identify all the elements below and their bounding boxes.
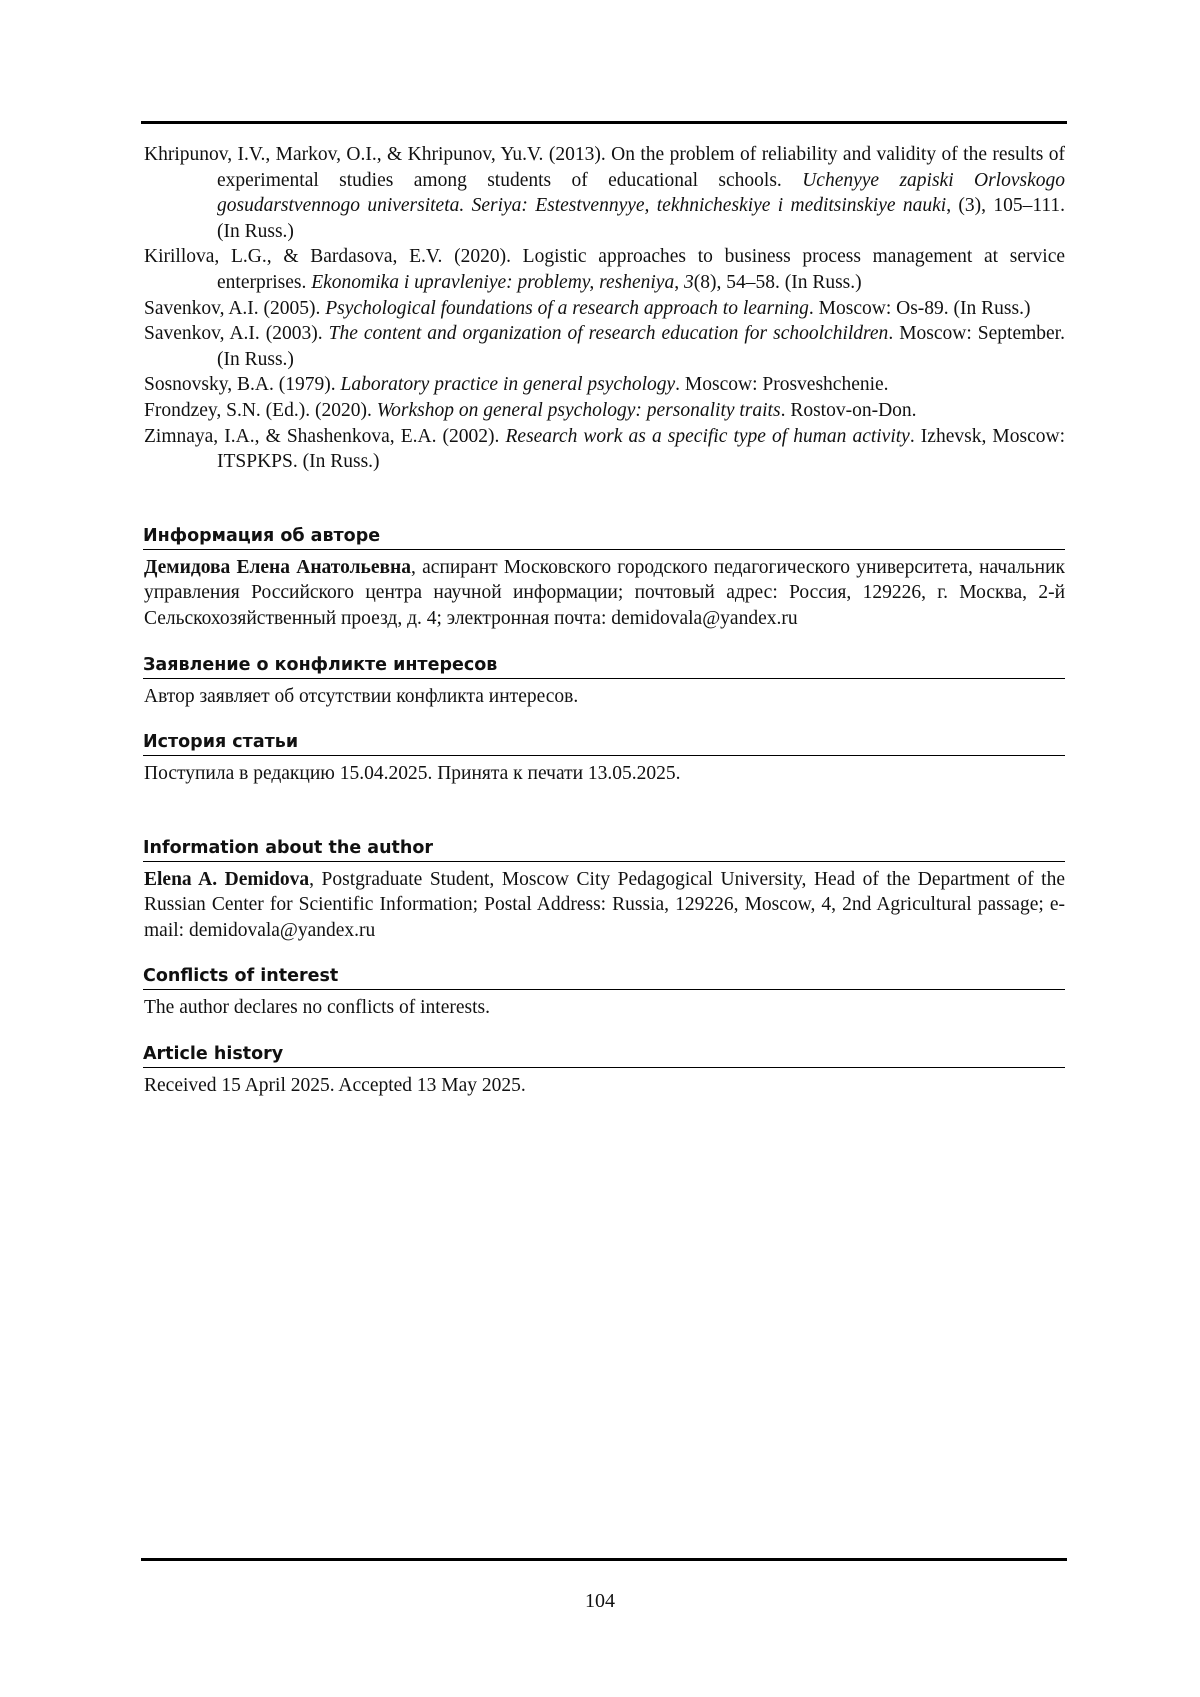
ru-history-section	[144, 731, 1065, 787]
ref-details: . Moscow: Os-89. (In Russ.)	[808, 297, 1031, 319]
ru-author-heading: Информация об авторе	[143, 525, 1065, 550]
ru-history-text: Поступила в редакцию 15.04.2025. Принята к печати 13.05.2025.	[144, 763, 681, 785]
ref-text: Zimnaya, I.A., & Shashenkova, E.A. (2002).	[144, 425, 506, 447]
en-conflict-heading: Conflicts of interest	[143, 965, 1065, 990]
ru-history-heading: История статьи	[143, 731, 1065, 756]
page-content	[144, 142, 1065, 1099]
en-author-name: Elena A. Demidova	[144, 868, 310, 890]
ru-conflict-heading: Заявление о конфликте интересов	[143, 654, 1065, 679]
ref-details: . Moscow: Prosveshchenie.	[675, 374, 889, 396]
reference-item	[144, 424, 1065, 475]
ref-text: Sosnovsky, B.A. (1979).	[144, 374, 341, 396]
en-history-heading: Article history	[143, 1043, 1065, 1068]
reference-item	[144, 321, 1065, 372]
ref-source: Workshop on general psychology: personality traits	[376, 399, 781, 421]
ru-author-section	[144, 525, 1065, 632]
en-author-heading: Information about the author	[143, 837, 1065, 862]
en-author-section	[144, 837, 1065, 944]
reference-item	[144, 142, 1065, 244]
ref-details: ,	[674, 271, 684, 293]
en-author-info	[144, 867, 1065, 944]
ref-details: . Izhevsk, Moscow: ITSPKPS. (In Russ.)	[217, 425, 1066, 473]
ref-source: The content and organization of research education for schoolchildren	[328, 323, 889, 345]
reference-item	[144, 244, 1065, 295]
ru-author-details: , аспирант Московского городского педагогического университета, начальник управления Российского центра научной информации; почтовый адрес: Россия, 129226, г. Москва, 2-й Сельскохозяйственный проезд, д. 4; электронная почта: demidovala@yandex.ru	[144, 556, 1065, 629]
top-rule	[141, 121, 1067, 124]
ref-details: , (3), 105–111. (In Russ.)	[217, 195, 1065, 242]
reference-item	[144, 372, 1065, 398]
ru-conflict-section	[144, 654, 1065, 710]
ref-details: . Moscow: September. (In Russ.)	[217, 323, 1065, 370]
bottom-rule	[141, 1558, 1067, 1561]
ru-author-info	[144, 555, 1065, 632]
ref-source: Psychological foundations of a research approach to learning	[325, 297, 809, 319]
reference-item	[144, 398, 1065, 424]
ref-text: Kirillova, L.G., & Bardasova, E.V. (2020). Logistic approaches to business process management at service enterprises.	[144, 246, 1065, 293]
page-number: 104	[585, 1590, 615, 1612]
ref-source: Research work as a specific type of human activity	[505, 425, 910, 447]
ref-text: Khripunov, I.V., Markov, O.I., & Khripunov, Yu.V. (2013). On the problem of reliability and validity of the results of experimental studies among students of educational schools.	[144, 144, 1065, 191]
ref-text: Savenkov, A.I. (2003).	[144, 323, 329, 345]
ref-source: Laboratory practice in general psychology	[340, 374, 676, 396]
en-history-section	[144, 1043, 1065, 1099]
ref-details: (8), 54–58. (In Russ.)	[693, 271, 862, 293]
ref-source: Ekonomika i upravleniye: problemy, resheniya	[311, 271, 675, 293]
ref-details: . Rostov-on-Don.	[780, 399, 917, 421]
ref-volume: 3	[683, 271, 694, 293]
reference-list	[144, 142, 1065, 475]
ref-source: Uchenyye zapiski Orlovskogo gosudarstvennogo universiteta. Seriya: Estestvennyye, tekhnicheskiye i meditsinskiye nauki	[217, 169, 1066, 217]
ru-conflict-text: Автор заявляет об отсутствии конфликта интересов.	[144, 685, 579, 707]
reference-item	[144, 296, 1065, 322]
ru-author-name: Демидова Елена Анатольевна	[144, 556, 412, 578]
en-conflict-text: The author declares no conflicts of interests.	[144, 997, 491, 1019]
en-conflict-section	[144, 965, 1065, 1021]
ref-text: Frondzey, S.N. (Ed.). (2020).	[144, 399, 377, 421]
en-author-details: , Postgraduate Student, Moscow City Pedagogical University, Head of the Department of the Russian Center for Scientific Information; Postal Address: Russia, 129226, Moscow, 4, 2nd Agricultural passage; e-mail: demidovala@yandex.ru	[144, 868, 1065, 941]
ref-text: Savenkov, A.I. (2005).	[144, 297, 326, 319]
en-history-text: Received 15 April 2025. Accepted 13 May 2025.	[144, 1075, 526, 1097]
